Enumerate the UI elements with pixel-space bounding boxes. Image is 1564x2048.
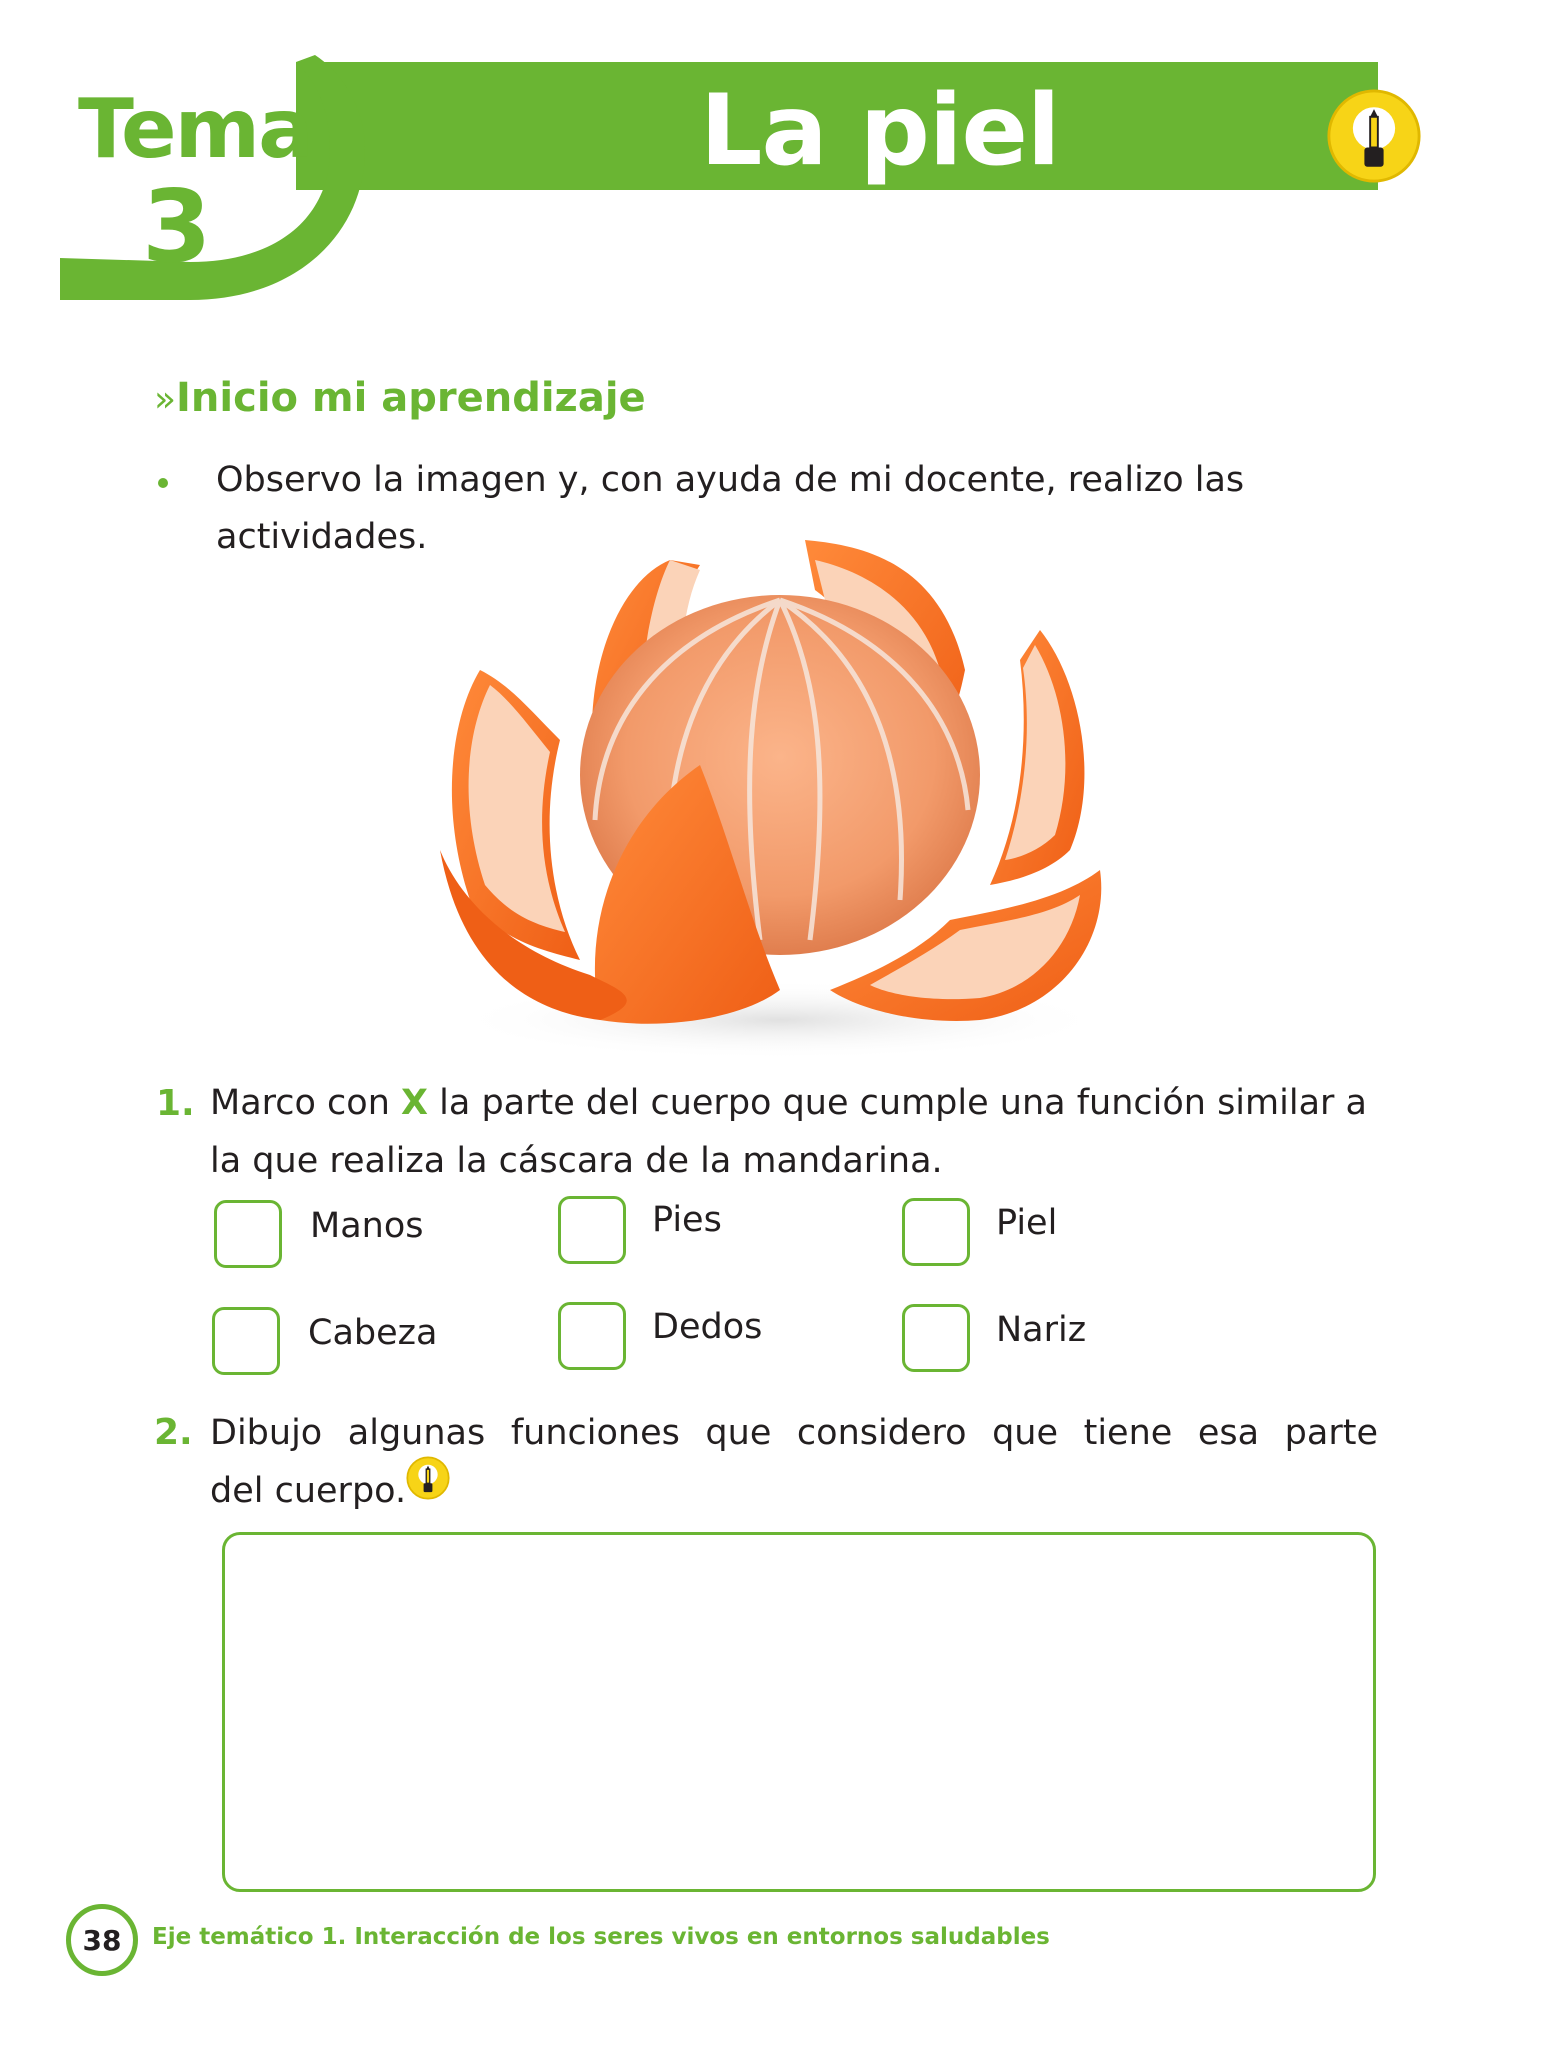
footer-text: Eje temático 1. Interacción de los seres vivos en entornos saludables xyxy=(152,1924,1050,1950)
option-label-dedos: Dedos xyxy=(652,1307,763,1347)
question-1-text-after: la parte del cuerpo que cumple una función similar a xyxy=(428,1083,1367,1123)
tema-number: 3 xyxy=(142,168,212,285)
question-2-line-2: del cuerpo. xyxy=(210,1471,407,1511)
option-label-cabeza: Cabeza xyxy=(308,1313,438,1353)
intro-line-1: Observo la imagen y, con ayuda de mi docente, realizo las xyxy=(216,460,1245,500)
checkbox-piel[interactable] xyxy=(902,1198,970,1266)
option-label-pies: Pies xyxy=(652,1200,722,1240)
checkbox-cabeza[interactable] xyxy=(212,1307,280,1375)
checkbox-dedos[interactable] xyxy=(558,1302,626,1370)
question-2-text xyxy=(210,1404,1378,1520)
question-1-line-2: la que realiza la cáscara de la mandarina. xyxy=(210,1141,943,1181)
page-number: 38 xyxy=(82,1923,122,1957)
section-heading xyxy=(154,375,646,421)
x-mark: X xyxy=(401,1083,429,1123)
peeled-tangerine-image xyxy=(420,520,1140,1060)
question-1-line-1 xyxy=(210,1074,1380,1132)
bullet-dot xyxy=(158,478,168,488)
intro-line-2: actividades. xyxy=(216,517,428,557)
option-label-piel: Piel xyxy=(996,1203,1058,1243)
page-title: La piel xyxy=(700,74,1060,188)
lightbulb-pencil-icon xyxy=(1326,88,1422,184)
section-heading-prefix: » xyxy=(154,379,177,420)
question-1-text xyxy=(210,1074,1380,1190)
question-2-line-1: Dibujo algunas funciones que considero que tiene esa parte xyxy=(210,1413,1378,1453)
section-heading-text: Inicio mi aprendizaje xyxy=(176,375,646,421)
option-label-manos: Manos xyxy=(310,1206,424,1246)
checkbox-manos[interactable] xyxy=(214,1200,282,1268)
tema-label: Tema xyxy=(78,82,312,177)
lightbulb-pencil-icon xyxy=(406,1456,450,1500)
question-1-text-before: Marco con xyxy=(210,1083,402,1123)
option-label-nariz: Nariz xyxy=(996,1310,1087,1350)
question-2-number: 2. xyxy=(154,1412,193,1453)
drawing-area[interactable] xyxy=(222,1532,1376,1892)
page-number-badge xyxy=(66,1904,138,1976)
checkbox-nariz[interactable] xyxy=(902,1304,970,1372)
checkbox-pies[interactable] xyxy=(558,1196,626,1264)
question-1-number: 1. xyxy=(156,1083,195,1124)
